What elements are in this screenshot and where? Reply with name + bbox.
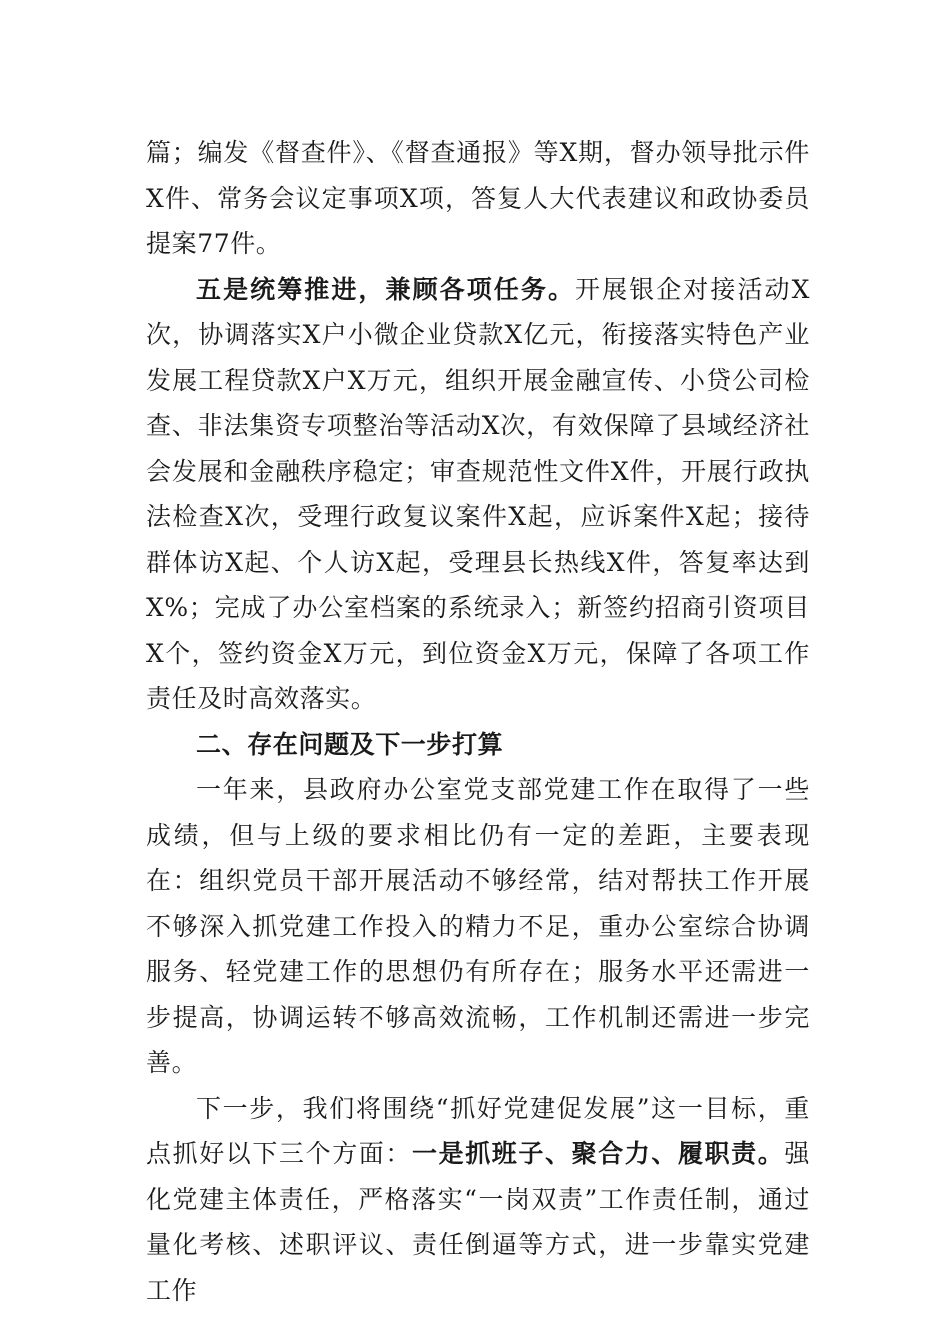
paragraph-lead-bold: 五是统筹推进，兼顾各项任务。	[196, 274, 576, 304]
paragraph-task-five	[146, 267, 810, 722]
paragraph-body: 开展银企对接活动X次，协调落实X户小微企业贷款X亿元，衔接落实特色产业发展工程贷款X户X万元，组织开展金融宣传、小贷公司检查、非法集资专项整治等活动X次，有效保障了县域经济社会发展和金融秩序稳定；审查规范性文件X件，开展行政执法检查X次，受理行政复议案件X起，应诉案件X起；接待群体访X起、个人访X起，受理县长热线X件，答复率达到X%；完成了办公室档案的系统录入；新签约招商引资项目X个，签约资金X万元，到位资金X万元，保障了各项工作责任及时高效落实。	[146, 274, 810, 713]
paragraph-body-before: 下一步，我们将围绕“抓好党建促发展”这一目标，重点抓好以下三个方面：	[146, 1093, 810, 1168]
paragraph-lead-bold: 一是抓班子、聚合力、履职责。	[412, 1139, 785, 1168]
document-page	[146, 130, 810, 1313]
section-heading: 二、存在问题及下一步打算	[196, 729, 504, 759]
paragraph-body-after: 强化党建主体责任，严格落实“一岗双责”工作责任制，通过量化考核、述职评议、责任倒逼等方式，进一步靠实党建工作	[146, 1139, 810, 1305]
paragraph-continuation: 篇；编发《督查件》、《督查通报》等X期，督办领导批示件X件、常务会议定事项X项，答复人大代表建议和政协委员提案77件。	[146, 138, 810, 258]
paragraph-problems: 一年来，县政府办公室党支部党建工作在取得了一些成绩，但与上级的要求相比仍有一定的差距，主要表现在：组织党员干部开展活动不够经常，结对帮扶工作开展不够深入抓党建工作投入的精力不足，重办公室综合协调服务、轻党建工作的思想仍有所存在；服务水平还需进一步提高，协调运转不够高效流畅，工作机制还需进一步完善。	[146, 775, 810, 1077]
paragraph-next-steps	[146, 1086, 810, 1314]
